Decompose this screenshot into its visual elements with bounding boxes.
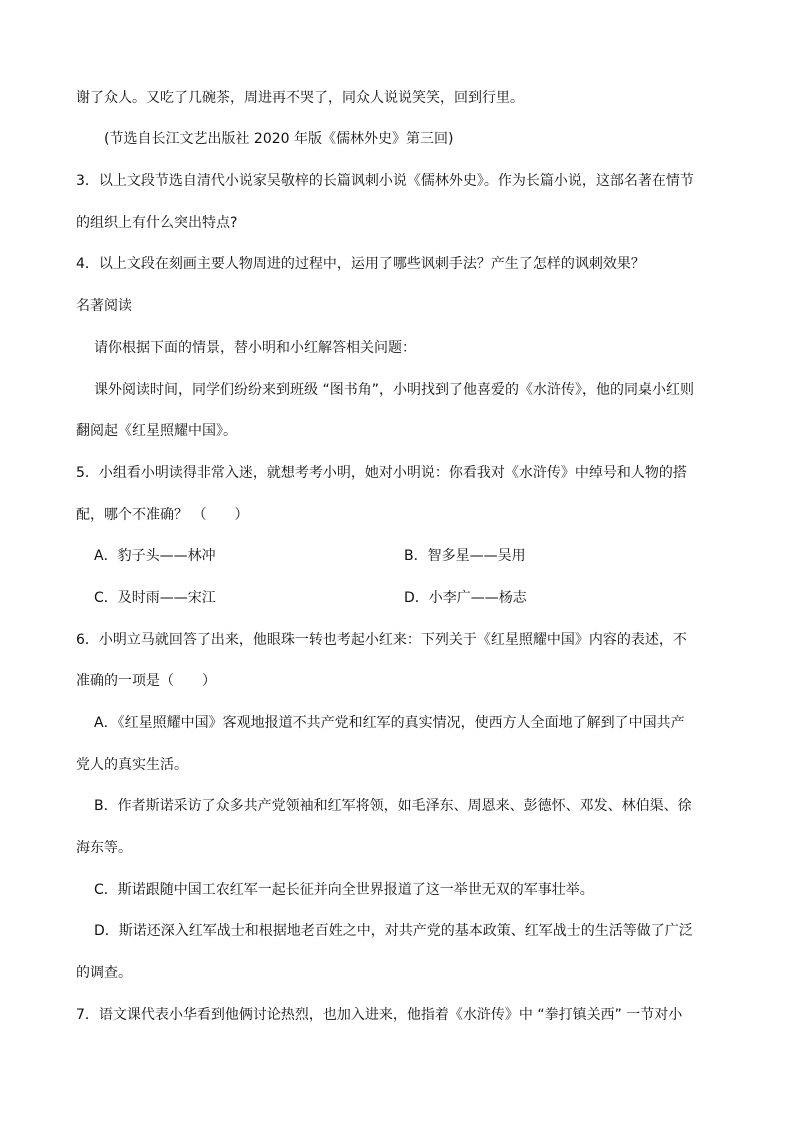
q6-option-b-line-1: B．作者斯诺采访了众多共产党领袖和红军将领，如毛泽东、周恩来、彭德怀、邓发、林伯渠、徐: [94, 798, 692, 814]
scene-line-2: 翻阅起《红星照耀中国》。: [76, 423, 237, 439]
intro-text: 请你根据下面的情景，替小明和小红解答相关问题：: [94, 340, 416, 356]
q6-option-d-line-1: D．斯诺还深入红军战士和根据地老百姓之中，对共产党的基本政策、红军战士的生活等做了广泛: [94, 923, 693, 939]
q6-option-a-line-2: 党人的真实生活。: [76, 757, 188, 773]
question-5-line-1: 5．小组看小明读得非常入迷，就想考考小明，她对小明说：你看我对《水浒传》中绰号和人物的搭: [76, 465, 687, 481]
question-4: 4．以上文段在刻画主要人物周进的过程中，运用了哪些讽刺手法？产生了怎样的讽刺效果？: [76, 256, 645, 272]
question-7-line-1: 7．语文课代表小华看到他俩讨论热烈，也加入进来，他指着《水浒传》中 “拳打镇关西” 一节对小: [76, 1007, 683, 1023]
q6-option-c: C．斯诺跟随中国工农红军一起长征并向全世界报道了这一举世无双的军事壮举。: [94, 882, 594, 898]
question-5-line-2: 配，哪个不准确？ （ ）: [76, 507, 249, 523]
q6-option-b-line-2: 海东等。: [76, 840, 132, 856]
question-6-line-2: 准确的一项是（ ）: [76, 673, 216, 689]
source-citation: (节选自长江文艺出版社 2020 年版《儒林外史》第三回): [104, 131, 454, 147]
q6-option-a-line-1: A．《红星照耀中国》客观地报道不共产党和红军的真实情况，使西方人全面地了解到了中国共产: [94, 715, 685, 731]
scene-line-1: 课外阅读时间，同学们纷纷来到班级 “图书角”，小明找到了他喜爱的《水浒传》，他的同桌小红则: [94, 382, 694, 398]
question-3-line-2: 的组织上有什么突出特点?: [76, 215, 238, 231]
question-3-line-1: 3．以上文段节选自清代小说家吴敬梓的长篇讽刺小说《儒林外史》。作为长篇小说，这部名著在情节: [76, 173, 694, 189]
section-heading: 名著阅读: [76, 298, 132, 314]
option-c: C．及时雨——宋江: [94, 590, 216, 606]
option-d: D．小李广——杨志: [404, 590, 527, 606]
q6-option-d-line-2: 的调查。: [76, 965, 132, 981]
option-b: B．智多星——吴用: [404, 548, 526, 564]
text-line: 谢了众人。又吃了几碗茶，周进再不哭了，同众人说说笑笑，回到行里。: [76, 90, 524, 106]
question-6-line-1: 6．小明立马就回答了出来，他眼珠一转也考起小红来：下列关于《红星照耀中国》内容的表述，不: [76, 632, 687, 648]
option-a: A．豹子头——林冲: [94, 548, 216, 564]
